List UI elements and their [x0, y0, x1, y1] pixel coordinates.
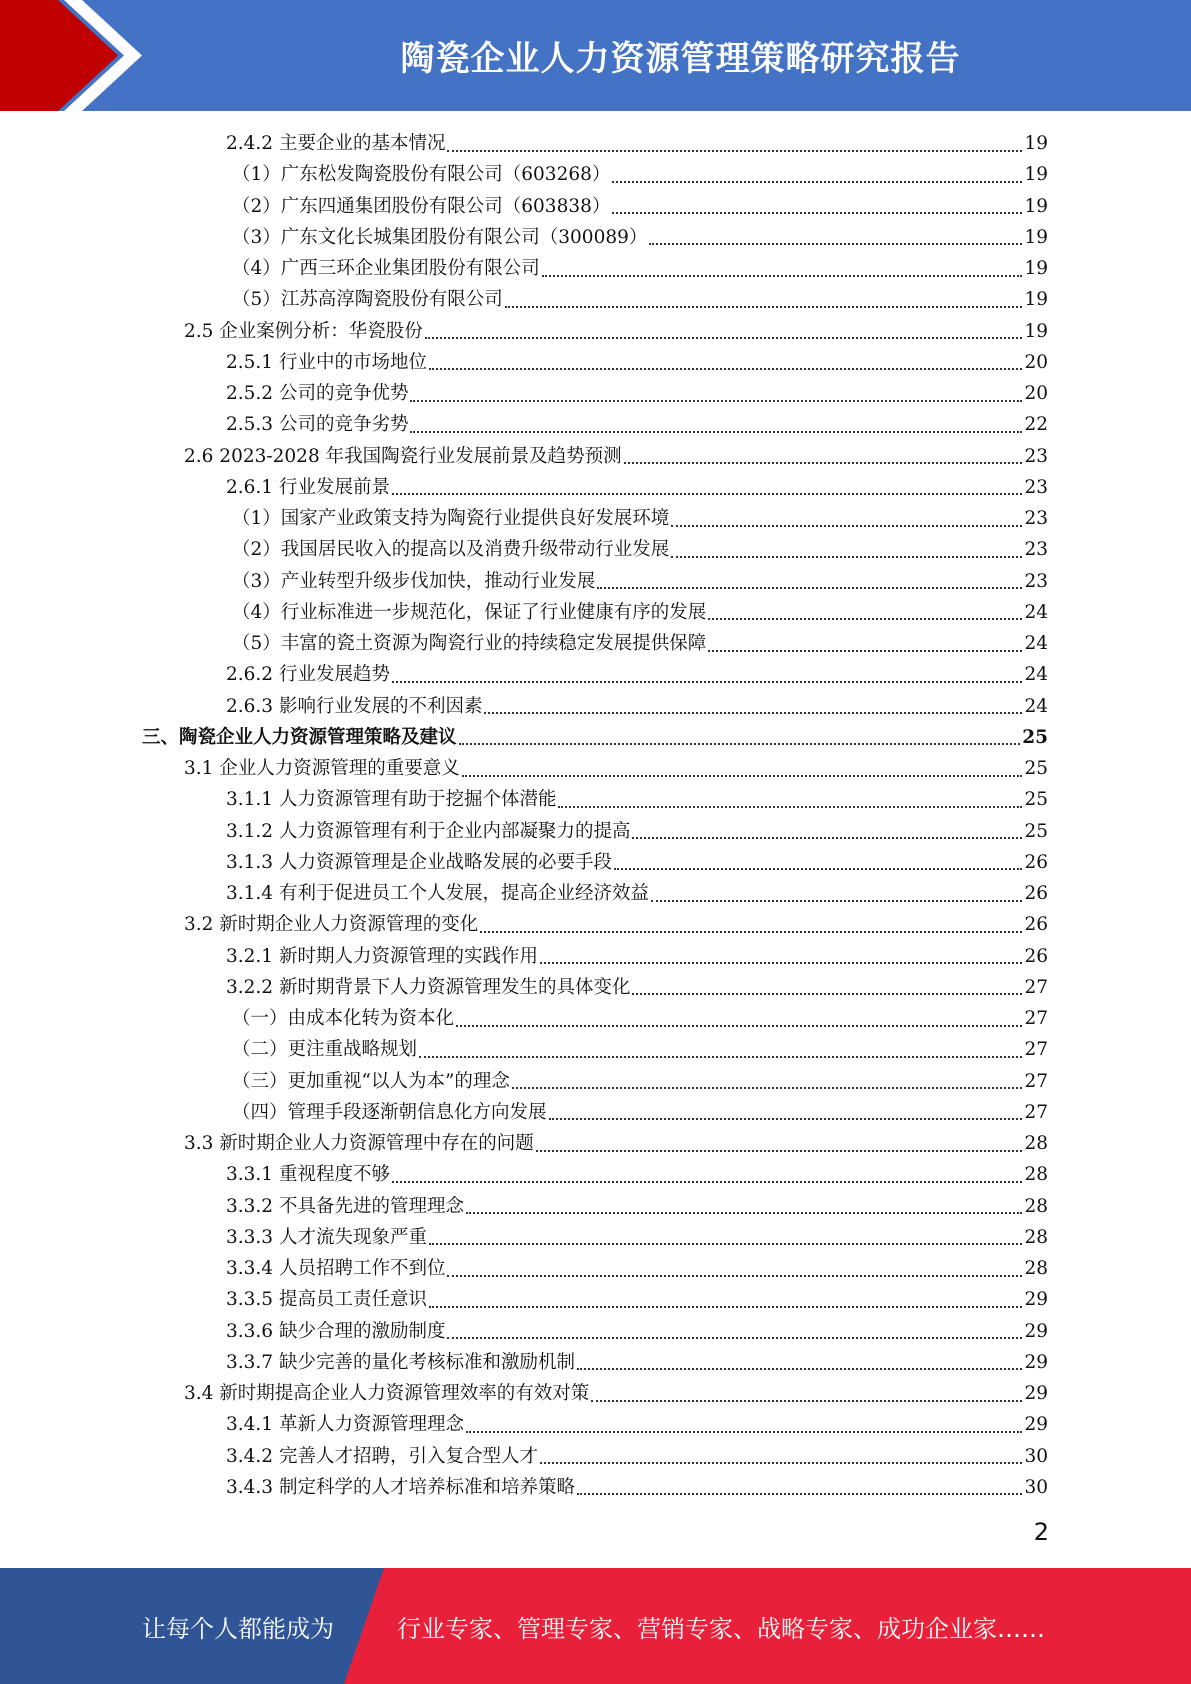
toc-entry-page: 20: [1024, 351, 1048, 373]
toc-entry[interactable]: [226, 784, 1048, 815]
toc-entry-page: 24: [1024, 633, 1048, 654]
toc-dot-leader: [632, 993, 1022, 995]
toc-entry[interactable]: [226, 1441, 1048, 1472]
toc-entry-page: 19: [1024, 320, 1048, 342]
toc-entry-title: 3.1.4 有利于促进员工个人发展，提高企业经济效益: [226, 883, 649, 904]
toc-entry[interactable]: [226, 691, 1048, 722]
toc-dot-leader: [512, 1087, 1023, 1089]
toc-entry-title: 3.3.4 人员招聘工作不到位: [226, 1258, 446, 1279]
toc-entry-page: 29: [1024, 1320, 1048, 1342]
toc-dot-leader: [456, 1025, 1022, 1027]
toc-entry-title: 3.3 新时期企业人力资源管理中存在的问题: [184, 1133, 534, 1154]
toc-dot-leader: [466, 1212, 1022, 1214]
toc-entry-title: 2.5 企业案例分析：华瓷股份: [184, 320, 423, 342]
toc-dot-leader: [447, 1275, 1022, 1277]
toc-entry-title: 3.4.1 革新人力资源管理理念: [226, 1414, 464, 1436]
toc-entry-page: 28: [1024, 1258, 1048, 1279]
toc-entry[interactable]: [226, 847, 1048, 878]
toc-entry[interactable]: [184, 441, 1048, 472]
toc-dot-leader: [540, 1462, 1022, 1464]
toc-dot-leader: [612, 181, 1022, 183]
toc-entry-page: 26: [1024, 883, 1048, 904]
toc-entry-page: 28: [1024, 1226, 1048, 1248]
toc-entry-page: 29: [1024, 1289, 1048, 1311]
toc-entry-page: 25: [1024, 789, 1048, 811]
page-footer: [0, 1568, 1191, 1684]
toc-dot-leader: [624, 462, 1023, 464]
toc-entry-title: （二）更注重战略规划: [232, 1039, 418, 1061]
toc-dot-leader: [708, 650, 1022, 652]
toc-entry-page: 19: [1024, 133, 1048, 154]
toc-entry-title: 3.2.1 新时期人力资源管理的实践作用: [226, 945, 538, 967]
toc-dot-leader: [597, 587, 1022, 589]
toc-entry[interactable]: [226, 1409, 1048, 1440]
toc-entry-title: 3.1.1 人力资源管理有助于挖掘个体潜能: [226, 789, 557, 811]
toc-entry-title: （三）更加重视“以人为本”的理念: [232, 1070, 510, 1092]
toc-entry-page: 28: [1024, 1164, 1048, 1186]
toc-entry[interactable]: [232, 284, 1048, 315]
toc-entry[interactable]: [226, 378, 1048, 409]
toc-entry-page: 23: [1024, 570, 1048, 592]
toc-entry-title: （1）广东松发陶瓷股份有限公司（603268）: [232, 164, 611, 186]
toc-entry-page: 23: [1024, 508, 1048, 529]
toc-entry-title: （5）江苏高淳陶瓷股份有限公司: [232, 289, 503, 311]
toc-dot-leader: [577, 1493, 1022, 1495]
toc-entry-page: 23: [1024, 445, 1048, 467]
toc-entry-title: 3.3.3 人才流失现象严重: [226, 1226, 427, 1248]
toc-dot-leader: [447, 150, 1022, 152]
toc-entry-title: 3.2 新时期企业人力资源管理的变化: [184, 914, 479, 936]
footer-slogan-right: 行业专家、管理专家、营销专家、战略专家、成功企业家……: [397, 1614, 1045, 1643]
toc-entry-page: 26: [1024, 945, 1048, 967]
toc-dot-leader: [480, 931, 1022, 933]
toc-entry-page: 19: [1024, 226, 1048, 248]
footer-slogan-left: 让每个人都能成为: [142, 1614, 334, 1643]
toc-entry-title: 3.1 企业人力资源管理的重要意义: [184, 758, 460, 779]
toc-dot-leader: [429, 1306, 1022, 1308]
toc-entry-title: 2.5.2 公司的竞争优势: [226, 383, 409, 404]
toc-dot-leader: [462, 775, 1023, 777]
toc-entry-title: 2.6.1 行业发展前景: [226, 476, 390, 498]
toc-entry[interactable]: [232, 191, 1048, 222]
toc-entry-title: （4）行业标准进一步规范化，保证了行业健康有序的发展: [232, 601, 707, 623]
toc-dot-leader: [459, 743, 1021, 745]
toc-dot-leader: [651, 900, 1022, 902]
toc-dot-leader: [671, 525, 1022, 527]
toc-entry[interactable]: [226, 1347, 1048, 1378]
toc-entry-page: 27: [1024, 1070, 1048, 1092]
toc-entry[interactable]: [232, 1003, 1048, 1034]
page-number: 2: [1033, 1518, 1049, 1546]
toc-entry[interactable]: [232, 1097, 1048, 1128]
toc-dot-leader: [392, 681, 1022, 683]
toc-entry[interactable]: [226, 1222, 1048, 1253]
toc-entry[interactable]: [184, 1128, 1048, 1159]
toc-entry-page: 25: [1022, 726, 1048, 748]
toc-entry[interactable]: [184, 753, 1048, 784]
toc-entry-page: 23: [1024, 539, 1048, 561]
toc-entry[interactable]: [232, 597, 1048, 628]
toc-entry-page: 30: [1024, 1445, 1048, 1467]
toc-dot-leader: [649, 243, 1022, 245]
toc-entry-title: 3.4 新时期提高企业人力资源管理效率的有效对策: [184, 1383, 590, 1404]
toc-dot-leader: [542, 275, 1023, 277]
toc-entry-title: 3.3.2 不具备先进的管理理念: [226, 1195, 464, 1217]
toc-entry-title: （3）产业转型升级步伐加快，推动行业发展: [232, 570, 596, 592]
toc-dot-leader: [708, 618, 1022, 620]
toc-entry-page: 29: [1024, 1351, 1048, 1373]
toc-entry-title: （2）我国居民收入的提高以及消费升级带动行业发展: [232, 539, 670, 561]
toc-dot-leader: [591, 1400, 1022, 1402]
toc-dot-leader: [392, 1181, 1022, 1183]
toc-entry[interactable]: [226, 941, 1048, 972]
toc-dot-leader: [429, 368, 1022, 370]
toc-entry-title: 3.4.3 制定科学的人才培养标准和培养策略: [226, 1476, 575, 1498]
toc-entry[interactable]: [226, 409, 1048, 440]
toc-entry[interactable]: [232, 159, 1048, 190]
toc-entry-title: 3.1.3 人力资源管理是企业战略发展的必要手段: [226, 851, 612, 873]
toc-entry-page: 24: [1024, 601, 1048, 623]
toc-dot-leader: [419, 1056, 1022, 1058]
toc-entry-title: 3.4.2 完善人才招聘，引入复合型人才: [226, 1445, 538, 1467]
toc-entry[interactable]: [142, 722, 1048, 753]
toc-entry-title: 2.6.2 行业发展趋势: [226, 664, 390, 686]
toc-dot-leader: [429, 1243, 1022, 1245]
toc-dot-leader: [536, 1150, 1023, 1152]
toc-entry-page: 23: [1024, 476, 1048, 498]
toc-entry-title: 2.5.3 公司的竞争劣势: [226, 414, 409, 436]
toc-dot-leader: [410, 431, 1022, 433]
toc-dot-leader: [549, 1118, 1023, 1120]
toc-entry[interactable]: [184, 1378, 1048, 1409]
toc-entry[interactable]: [232, 1034, 1048, 1065]
toc-entry-page: 28: [1024, 1195, 1048, 1217]
toc-dot-leader: [671, 556, 1022, 558]
toc-entry-title: 三、陶瓷企业人力资源管理策略及建议: [142, 726, 457, 748]
toc-entry-page: 20: [1024, 383, 1048, 404]
document-title: 陶瓷企业人力资源管理策略研究报告: [400, 39, 961, 79]
toc-entry-page: 26: [1024, 914, 1048, 936]
toc-entry-title: （1）国家产业政策支持为陶瓷行业提供良好发展环境: [232, 508, 670, 529]
toc-entry-title: （3）广东文化长城集团股份有限公司（300089）: [232, 226, 648, 248]
toc-entry-page: 19: [1024, 289, 1048, 311]
toc-entry-title: 3.3.7 缺少完善的量化考核标准和激励机制: [226, 1351, 575, 1373]
toc-dot-leader: [612, 212, 1022, 214]
toc-entry[interactable]: [226, 816, 1048, 847]
toc-entry[interactable]: [232, 566, 1048, 597]
toc-entry[interactable]: [232, 1066, 1048, 1097]
toc-entry[interactable]: [226, 1159, 1048, 1190]
toc-entry-page: 26: [1024, 851, 1048, 873]
toc-entry-title: 3.1.2 人力资源管理有利于企业内部凝聚力的提高: [226, 820, 631, 842]
toc-entry[interactable]: [226, 128, 1048, 159]
toc-entry-title: 3.3.5 提高员工责任意识: [226, 1289, 427, 1311]
toc-entry-page: 24: [1024, 664, 1048, 686]
toc-dot-leader: [484, 712, 1022, 714]
toc-dot-leader: [425, 337, 1023, 339]
toc-entry-title: 3.2.2 新时期背景下人力资源管理发生的具体变化: [226, 976, 631, 998]
toc-entry-title: 2.6.3 影响行业发展的不利因素: [226, 695, 483, 717]
toc-entry-title: 2.5.1 行业中的市场地位: [226, 351, 427, 373]
toc-entry-page: 19: [1024, 195, 1048, 217]
toc-dot-leader: [632, 837, 1022, 839]
toc-dot-leader: [558, 806, 1022, 808]
toc-entry-page: 19: [1024, 164, 1048, 186]
toc-entry[interactable]: [226, 1472, 1048, 1503]
toc-dot-leader: [577, 1368, 1022, 1370]
toc-entry[interactable]: [226, 1191, 1048, 1222]
toc-entry-page: 25: [1024, 758, 1048, 779]
toc-dot-leader: [466, 1431, 1022, 1433]
toc-entry[interactable]: [232, 222, 1048, 253]
toc-entry-title: （一）由成本化转为资本化: [232, 1008, 455, 1029]
toc-dot-leader: [540, 962, 1022, 964]
toc-entry-page: 27: [1024, 976, 1048, 998]
toc-entry-page: 25: [1024, 820, 1048, 842]
toc-entry-page: 27: [1024, 1008, 1048, 1029]
toc-entry-page: 30: [1024, 1476, 1048, 1498]
toc-entry[interactable]: [184, 909, 1048, 940]
toc-entry-title: 2.6 2023-2028 年我国陶瓷行业发展前景及趋势预测: [184, 445, 622, 467]
toc-entry-title: （2）广东四通集团股份有限公司（603838）: [232, 195, 611, 217]
toc-entry[interactable]: [226, 347, 1048, 378]
toc-dot-leader: [392, 493, 1022, 495]
toc-entry[interactable]: [232, 503, 1048, 534]
toc-entry[interactable]: [226, 1253, 1048, 1284]
page-header: [0, 0, 1191, 111]
toc-entry[interactable]: [226, 972, 1048, 1003]
toc-entry-title: （4）广西三环企业集团股份有限公司: [232, 258, 540, 279]
toc-entry[interactable]: [232, 534, 1048, 565]
toc-entry-page: 29: [1024, 1383, 1048, 1404]
toc-entry-page: 27: [1024, 1039, 1048, 1061]
toc-entry[interactable]: [184, 316, 1048, 347]
toc-entry[interactable]: [226, 1284, 1048, 1315]
toc-entry-page: 19: [1024, 258, 1048, 279]
toc-dot-leader: [505, 306, 1023, 308]
toc-entry[interactable]: [232, 253, 1048, 284]
toc-entry-page: 27: [1024, 1101, 1048, 1123]
toc-entry[interactable]: [232, 628, 1048, 659]
toc-entry-page: 22: [1024, 414, 1048, 436]
toc-entry-title: （四）管理手段逐渐朝信息化方向发展: [232, 1101, 547, 1123]
toc-entry-title: 2.4.2 主要企业的基本情况: [226, 133, 446, 154]
toc-entry[interactable]: [226, 659, 1048, 690]
toc-entry-title: （5）丰富的瓷土资源为陶瓷行业的持续稳定发展提供保障: [232, 633, 707, 654]
toc-entry-page: 29: [1024, 1414, 1048, 1436]
toc-entry-title: 3.3.1 重视程度不够: [226, 1164, 390, 1186]
toc-dot-leader: [447, 1337, 1022, 1339]
toc-entry-title: 3.3.6 缺少合理的激励制度: [226, 1320, 446, 1342]
toc-entry-page: 28: [1024, 1133, 1048, 1154]
toc-dot-leader: [614, 868, 1022, 870]
toc-entry[interactable]: [226, 472, 1048, 503]
toc-dot-leader: [410, 400, 1022, 402]
toc-entry[interactable]: [226, 1316, 1048, 1347]
toc-entry-page: 24: [1024, 695, 1048, 717]
toc-entry[interactable]: [226, 878, 1048, 909]
